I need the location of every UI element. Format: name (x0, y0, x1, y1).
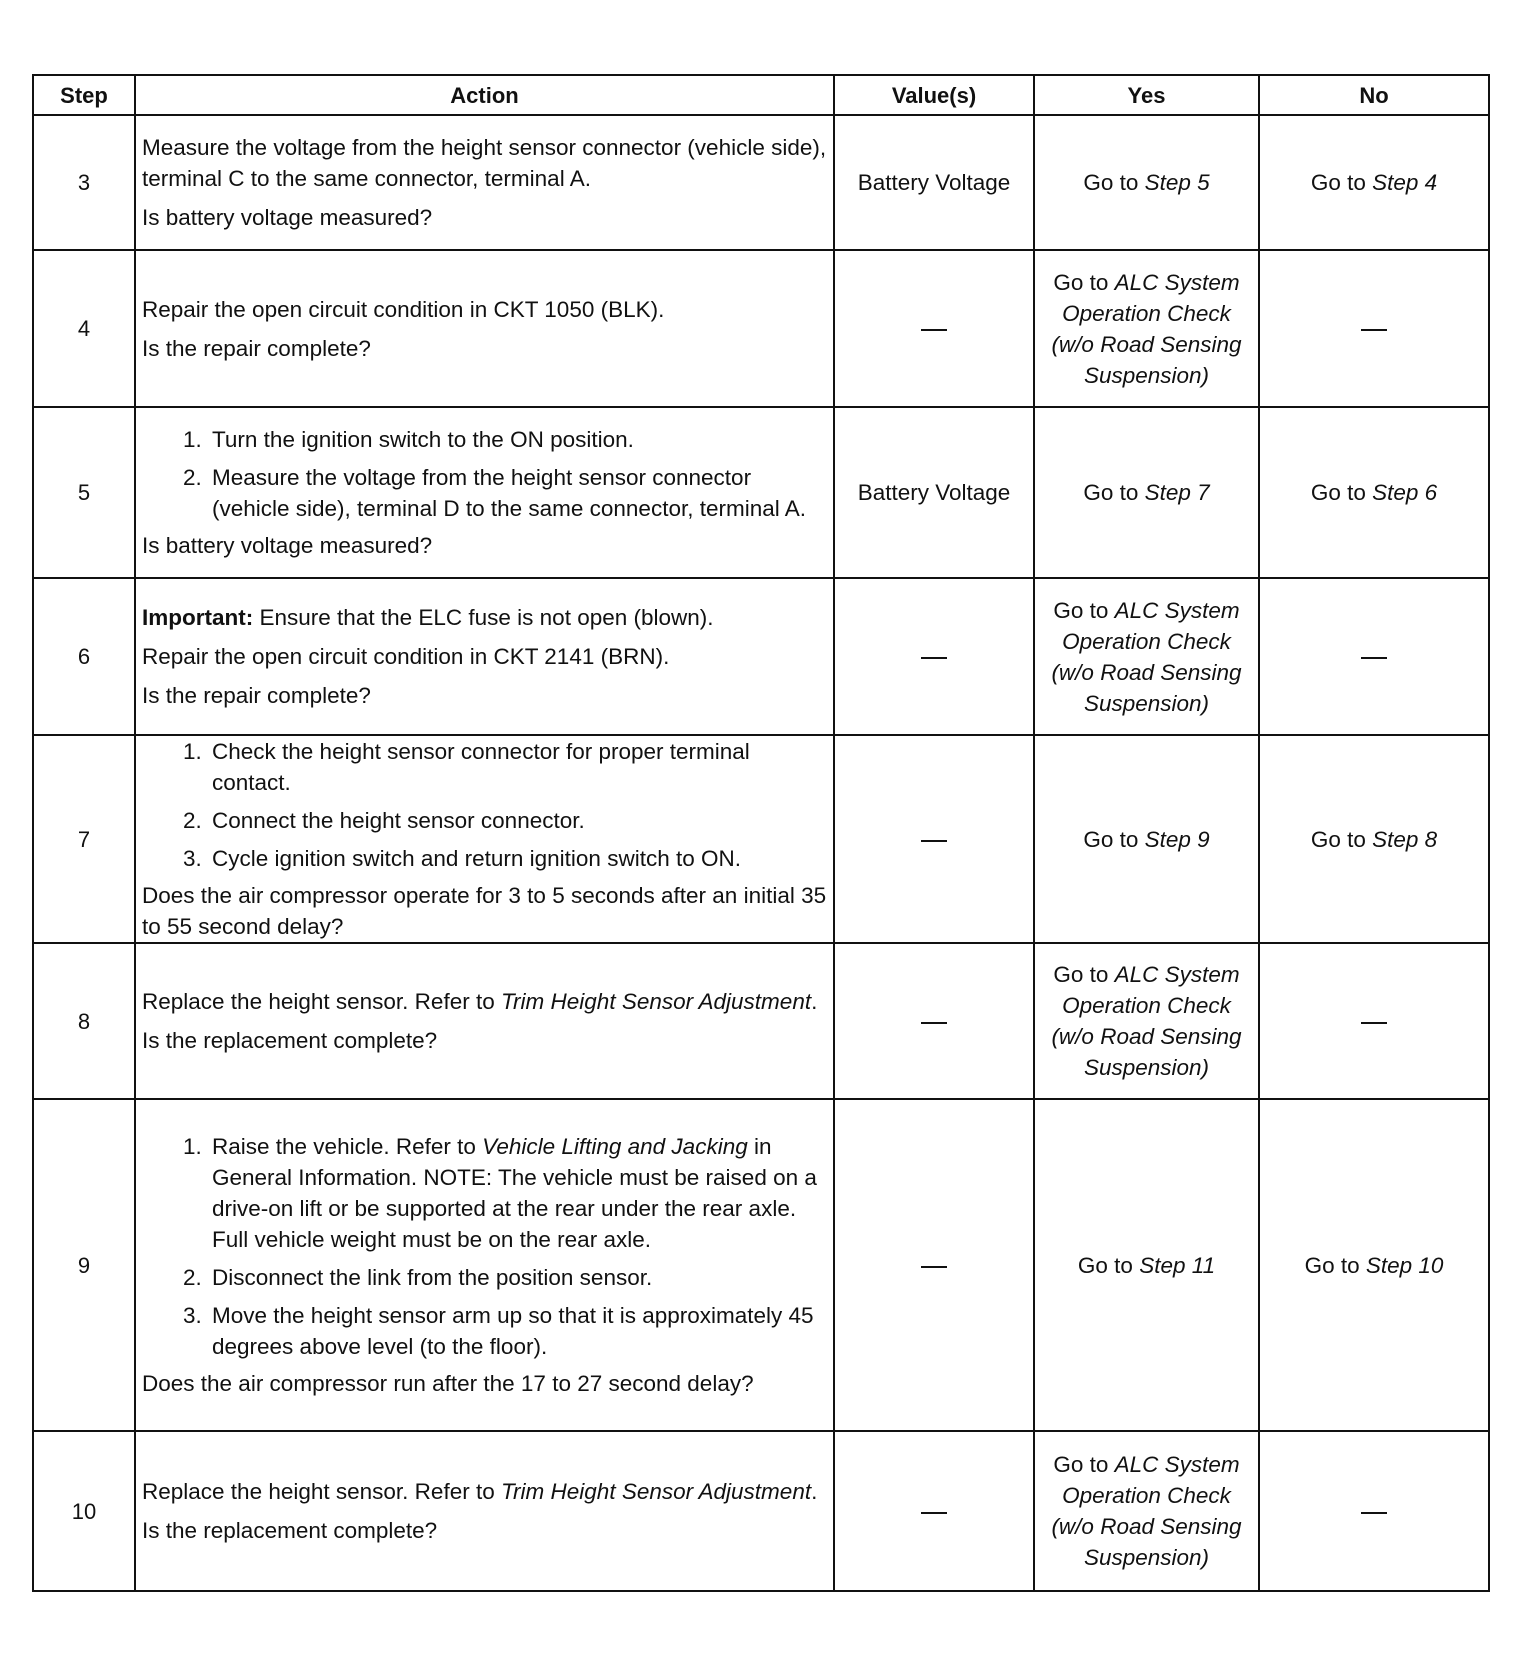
action-cell (135, 250, 834, 407)
no-cell (1259, 115, 1489, 250)
action-text (142, 1476, 827, 1507)
yes-cell (1034, 407, 1259, 578)
table-row-step-7 (33, 735, 1489, 943)
no-cell (1259, 943, 1489, 1099)
no-cell (1259, 578, 1489, 735)
table-row-step-5 (33, 407, 1489, 578)
action-question: Is the replacement complete? (142, 1518, 438, 1543)
table-header-row (33, 75, 1489, 115)
list-item: 3. Move the height sensor arm up so that it is approximately 45 degrees above level (to the floor). (208, 1300, 827, 1362)
goto-label: Go to (1083, 826, 1139, 852)
action-question: Does the air compressor run after the 17 to 27 second delay? (142, 1371, 754, 1396)
yes-cell (1034, 735, 1259, 943)
goto-alc-link[interactable]: ALC System Operation Check (w/o Road Sensing Suspension) (1051, 1452, 1242, 1570)
value-cell: Battery Voltage (834, 115, 1034, 250)
step-number: 6 (33, 578, 135, 735)
important-text: Ensure that the ELC fuse is not open (blown). (259, 605, 714, 630)
yes-cell (1034, 1431, 1259, 1591)
action-text: Measure the voltage from the height sensor connector (vehicle side), terminal C to the same connector, terminal A. (142, 135, 827, 191)
dash-mark (921, 329, 947, 331)
action-question: Does the air compressor operate for 3 to 5 seconds after an initial 35 to 55 second delay? (142, 883, 827, 939)
action-cell (135, 1099, 834, 1431)
reference-link[interactable]: Trim Height Sensor Adjustment (500, 989, 812, 1014)
action-text-post: . (811, 989, 818, 1014)
no-cell (1259, 735, 1489, 943)
table-row-step-4 (33, 250, 1489, 407)
list-item (208, 1131, 827, 1255)
action-text (142, 986, 827, 1017)
goto-step-link[interactable]: Step 8 (1372, 826, 1438, 852)
goto-label: Go to (1053, 962, 1109, 987)
goto-label: Go to (1310, 480, 1366, 505)
dash-mark (1361, 657, 1387, 659)
step-number: 9 (33, 1099, 135, 1431)
step-number: 3 (33, 115, 135, 250)
list-item: 2. Disconnect the link from the position sensor. (208, 1262, 827, 1293)
value-cell: Battery Voltage (834, 407, 1034, 578)
no-cell (1259, 1431, 1489, 1591)
reference-link[interactable]: Trim Height Sensor Adjustment (500, 1479, 812, 1504)
dash-mark (1361, 1022, 1387, 1024)
table-row-step-6 (33, 578, 1489, 735)
goto-step-link[interactable]: Step 6 (1372, 480, 1438, 505)
no-cell (1259, 1099, 1489, 1431)
goto-alc-link[interactable]: ALC System Operation Check (w/o Road Sensing Suspension) (1051, 269, 1242, 388)
action-cell (135, 578, 834, 735)
dash-mark (1361, 329, 1387, 331)
header-step: Step (33, 75, 135, 115)
goto-step-link[interactable]: Step 7 (1144, 480, 1210, 505)
action-cell (135, 943, 834, 1099)
goto-label: Go to (1053, 269, 1109, 295)
action-question: Is battery voltage measured? (142, 205, 433, 230)
header-values: Value(s) (834, 75, 1034, 115)
table-row-step-10 (33, 1431, 1489, 1591)
goto-step-link[interactable]: Step 4 (1372, 170, 1438, 195)
action-cell (135, 1431, 834, 1591)
no-cell (1259, 407, 1489, 578)
action-list (142, 736, 827, 874)
step-number: 7 (33, 735, 135, 943)
step-number: 4 (33, 250, 135, 407)
yes-cell (1034, 1099, 1259, 1431)
action-question: Is battery voltage measured? (142, 533, 433, 558)
important-label: Important: (142, 605, 254, 630)
reference-link[interactable]: Vehicle Lifting and Jacking (482, 1134, 748, 1159)
goto-label: Go to (1310, 170, 1366, 195)
dash-mark (921, 840, 947, 842)
dash-mark (921, 1266, 947, 1268)
goto-label: Go to (1083, 480, 1139, 505)
value-cell (834, 250, 1034, 407)
goto-label: Go to (1310, 826, 1366, 852)
value-cell (834, 1099, 1034, 1431)
item-text-post: in General Information. NOTE: The vehicle must be raised on a drive-on lift or be supported at the rear under the rear axle. Full vehicle weight must be on the rear axle. (212, 1134, 817, 1252)
value-cell (834, 578, 1034, 735)
action-text-pre: Replace the height sensor. Refer to (142, 989, 501, 1014)
table-row-step-8 (33, 943, 1489, 1099)
item-text-pre: Raise the vehicle. Refer to (212, 1134, 483, 1159)
goto-label: Go to (1083, 170, 1139, 195)
action-list (142, 1131, 827, 1362)
value-cell (834, 943, 1034, 1099)
dash-mark (1361, 1512, 1387, 1514)
goto-step-link[interactable]: Step 5 (1144, 170, 1210, 195)
action-cell (135, 115, 834, 250)
action-cell (135, 735, 834, 943)
list-item: 1. Turn the ignition switch to the ON position. (208, 424, 827, 455)
diagnostic-table (32, 74, 1490, 1592)
action-text: Repair the open circuit condition in CKT 2141 (BRN). (142, 644, 670, 669)
step-number: 5 (33, 407, 135, 578)
step-number: 10 (33, 1431, 135, 1591)
list-item: 2. Measure the voltage from the height sensor connector (vehicle side), terminal D to the same connector, terminal A. (208, 462, 827, 524)
list-item: 2. Connect the height sensor connector. (208, 805, 827, 836)
goto-label: Go to (1077, 1252, 1133, 1278)
value-cell (834, 1431, 1034, 1591)
goto-label: Go to (1053, 597, 1109, 623)
dash-mark (921, 1022, 947, 1024)
table-row-step-3 (33, 115, 1489, 250)
goto-alc-link[interactable]: ALC System Operation Check (w/o Road Sensing Suspension) (1051, 597, 1242, 716)
list-item: 3. Cycle ignition switch and return ignition switch to ON. (208, 843, 827, 874)
yes-cell (1034, 250, 1259, 407)
yes-cell (1034, 578, 1259, 735)
goto-step-link[interactable]: Step 9 (1144, 826, 1210, 852)
header-yes: Yes (1034, 75, 1259, 115)
dash-mark (921, 657, 947, 659)
dash-mark (921, 1512, 947, 1514)
goto-label: Go to (1053, 1452, 1109, 1477)
yes-cell (1034, 943, 1259, 1099)
action-question: Is the replacement complete? (142, 1028, 438, 1053)
goto-alc-link[interactable]: ALC System Operation Check (w/o Road Sensing Suspension) (1051, 962, 1242, 1080)
header-action: Action (135, 75, 834, 115)
table-row-step-9 (33, 1099, 1489, 1431)
list-item: 1. Check the height sensor connector for proper terminal contact. (208, 736, 827, 798)
action-text-post: . (811, 1479, 818, 1504)
yes-cell (1034, 115, 1259, 250)
action-question: Is the repair complete? (142, 683, 371, 708)
action-question: Is the repair complete? (142, 335, 371, 361)
no-cell (1259, 250, 1489, 407)
action-text: Repair the open circuit condition in CKT 1050 (BLK). (142, 296, 665, 322)
goto-step-link[interactable]: Step 11 (1139, 1252, 1216, 1278)
important-note (142, 602, 827, 633)
action-cell (135, 407, 834, 578)
step-number: 8 (33, 943, 135, 1099)
header-no: No (1259, 75, 1489, 115)
goto-step-link[interactable]: Step 10 (1365, 1252, 1444, 1278)
value-cell (834, 735, 1034, 943)
action-list (142, 424, 827, 524)
goto-label: Go to (1304, 1252, 1360, 1278)
action-text-pre: Replace the height sensor. Refer to (142, 1479, 501, 1504)
